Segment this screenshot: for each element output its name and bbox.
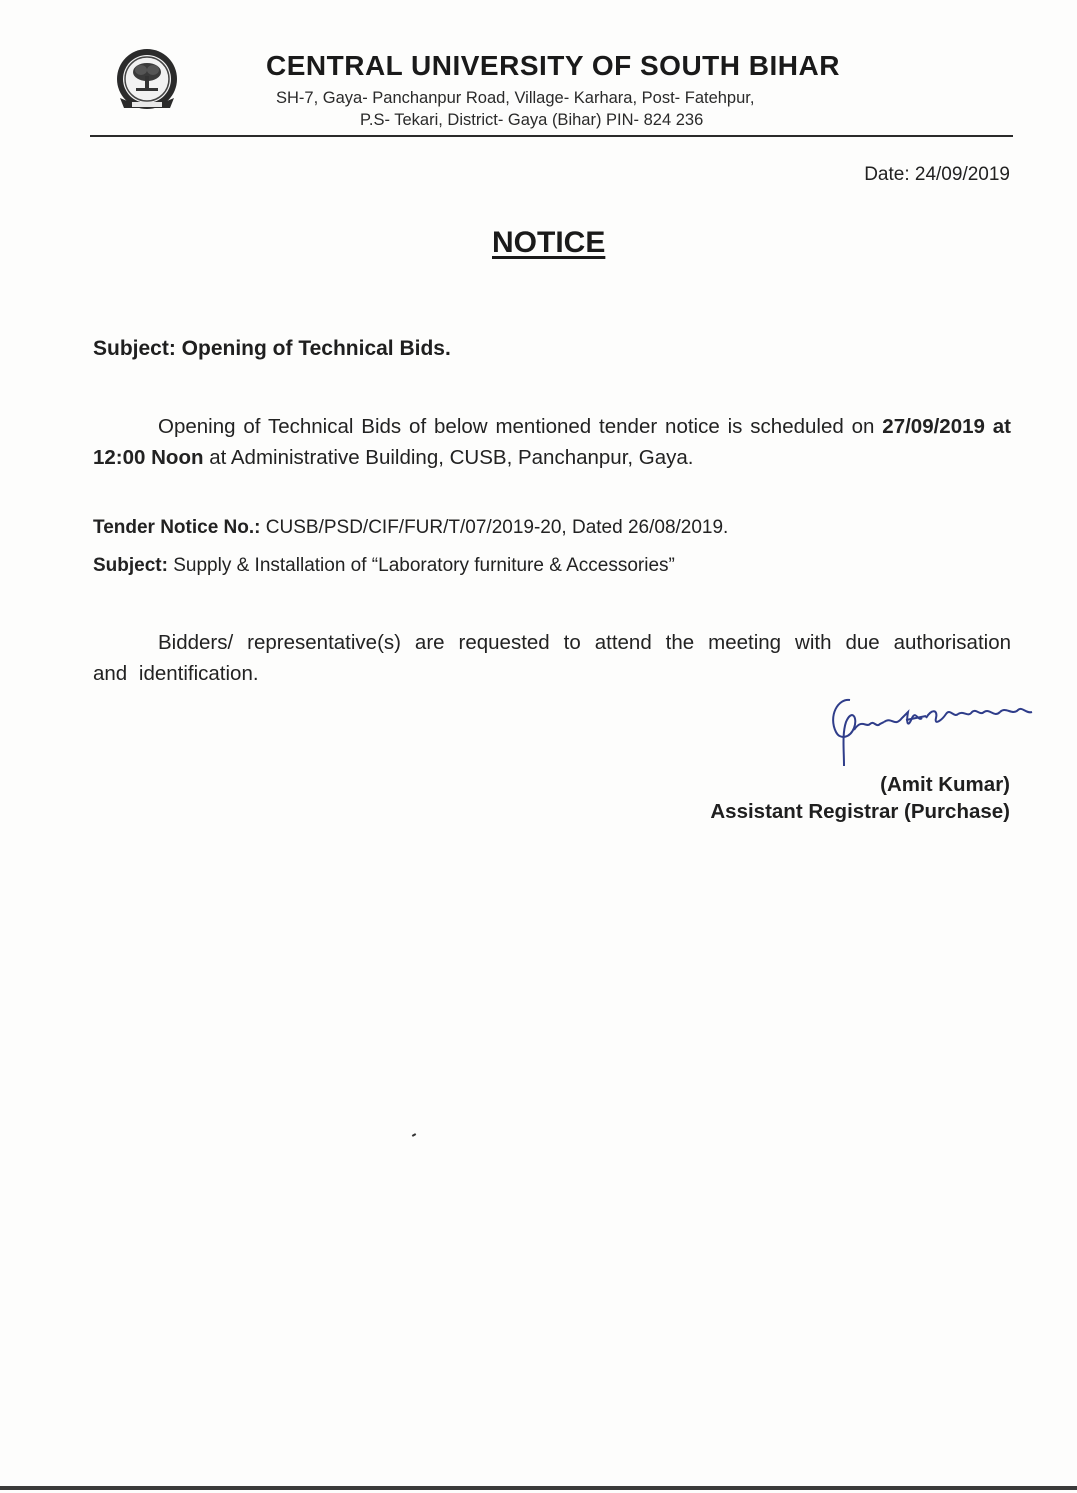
university-emblem-icon [114,48,180,114]
bidders-request-paragraph: Bidders/ representative(s) are requested to attend the meeting with due authorisation and identification. [93,631,1011,685]
tender-subject-label: Subject: [93,555,168,576]
notice-date: Date: 24/09/2019 [864,164,1010,185]
notice-subject: Subject: Opening of Technical Bids. [93,337,451,360]
address-line-1: SH-7, Gaya- Panchanpur Road, Village- Karhara, Post- Fatehpur, [276,89,755,107]
tender-subject-value: Supply & Installation of “Laboratory furniture & Accessories” [173,555,675,576]
tender-notice-line [93,517,728,539]
opening-schedule-paragraph [93,411,1011,473]
signatory-designation: Assistant Registrar (Purchase) [710,800,1010,823]
tender-notice-label: Tender Notice No.: [93,517,261,538]
schedule-text-start: Opening of Technical Bids of below mentioned tender notice is scheduled on [158,415,875,438]
header-divider [90,135,1013,137]
signatory-name: (Amit Kumar) [880,773,1010,796]
address-line-2: P.S- Tekari, District- Gaya (Bihar) PIN- 824 236 [360,111,704,129]
scan-bottom-edge [0,1486,1077,1490]
tender-subject-line [93,555,675,577]
scan-speck [412,1133,416,1137]
schedule-datetime: 27/09/2019 at 12:00 Noon [93,415,1011,469]
notice-title: NOTICE [492,226,606,259]
schedule-text-end: at Administrative Building, CUSB, Panchanpur, Gaya. [209,446,694,469]
tender-notice-value: CUSB/PSD/CIF/FUR/T/07/2019-20, Dated 26/08/2019. [265,517,729,538]
university-name: CENTRAL UNIVERSITY OF SOUTH BIHAR [266,50,840,81]
handwritten-signature-icon [822,688,1047,770]
